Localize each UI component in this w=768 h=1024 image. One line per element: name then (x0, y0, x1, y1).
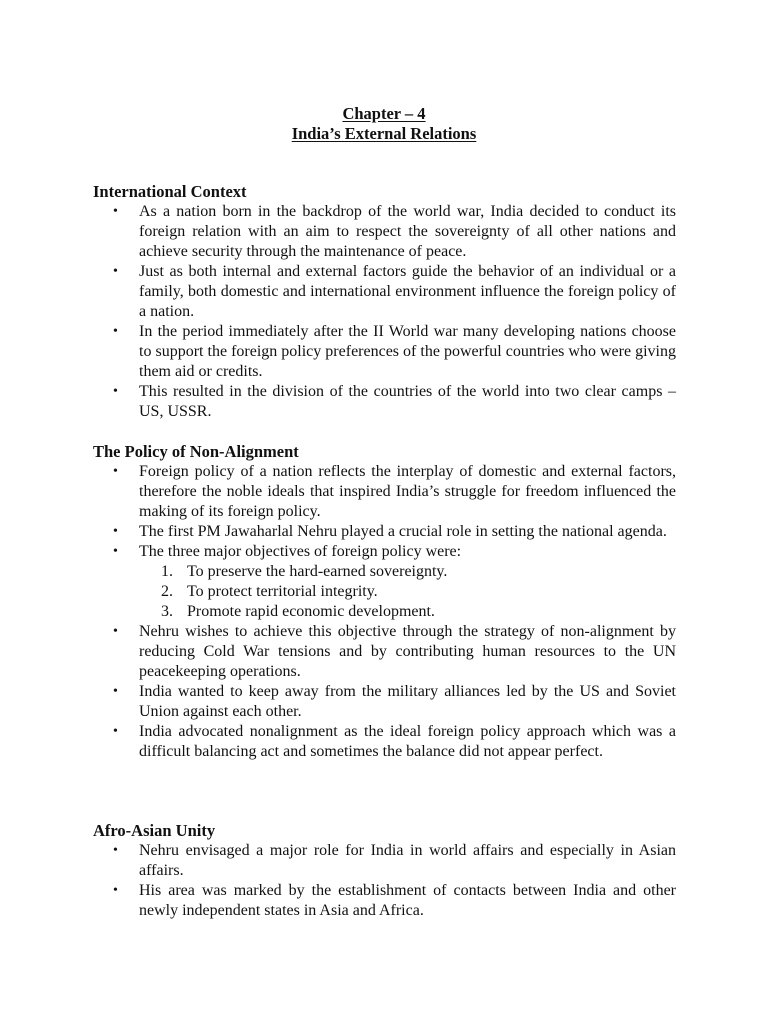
bullet-icon: • (113, 384, 118, 399)
section-heading: International Context (93, 182, 247, 201)
bullet-icon: • (113, 264, 118, 279)
list-item: • India wanted to keep away from the military alliances led by the US and Soviet Union against each other. (113, 683, 676, 720)
objectives-list (139, 562, 676, 622)
bullet-list (93, 202, 676, 422)
bullet-icon: • (113, 843, 118, 858)
list-number: 3. (161, 603, 173, 620)
list-item: • Nehru wishes to achieve this objective through the strategy of non-alignment by reducing Cold War tensions and by contributing human resources to the UN peacekeeping operations. (113, 623, 676, 680)
bullet-icon: • (113, 464, 118, 479)
bullet-icon: • (113, 684, 118, 699)
list-item: • Nehru envisaged a major role for India in world affairs and especially in Asian affairs. (113, 842, 676, 879)
bullet-list (93, 462, 676, 762)
list-item: • India advocated nonalignment as the ideal foreign policy approach which was a difficult balancing act and sometimes the balance did not appear perfect. (113, 723, 676, 760)
bullet-icon: • (113, 544, 118, 559)
bullet-list (93, 841, 676, 921)
list-item: • The three major objectives of foreign policy were: 1. To preserve the hard-earned sovereignty. 2. To protect territorial integrity. 3. Promote rapid economic development. (93, 542, 676, 622)
list-number: 1. (161, 563, 173, 580)
list-item: • Foreign policy of a nation reflects the interplay of domestic and external factors, therefore the noble ideals that inspired India’s struggle for freedom influenced the making of its foreign policy. (113, 463, 676, 520)
chapter-title: India’s External Relations (291, 124, 477, 143)
list-item: • Just as both internal and external factors guide the behavior of an individual or a family, both domestic and international environment influence the foreign policy of a nation. (113, 263, 676, 320)
bullet-icon: • (113, 724, 118, 739)
list-item: 2. To protect territorial integrity. (161, 583, 378, 600)
section-afro-asian-unity (93, 821, 676, 921)
section-non-alignment (93, 442, 676, 762)
list-item: 1. To preserve the hard-earned sovereignty. (161, 563, 448, 580)
section-international-context (93, 182, 676, 422)
section-heading: The Policy of Non-Alignment (93, 442, 299, 461)
bullet-icon: • (113, 324, 118, 339)
bullet-icon: • (113, 624, 118, 639)
section-heading: Afro-Asian Unity (93, 821, 216, 840)
list-item: • The first PM Jawaharlal Nehru played a crucial role in setting the national agenda. (113, 523, 667, 540)
list-item: 3. Promote rapid economic development. (161, 603, 435, 620)
list-item: • This resulted in the division of the countries of the world into two clear camps – US, USSR. (113, 383, 676, 420)
bullet-icon: • (113, 204, 118, 219)
chapter-header (0, 104, 768, 144)
list-number: 2. (161, 583, 173, 600)
list-item: • In the period immediately after the II World war many developing nations choose to support the foreign policy preferences of the powerful countries who were giving them aid or credits. (113, 323, 676, 380)
list-item: • As a nation born in the backdrop of the world war, India decided to conduct its foreign relation with an aim to respect the sovereignty of all other nations and achieve security through the maintenance of peace. (113, 203, 676, 260)
bullet-icon: • (113, 524, 118, 539)
bullet-icon: • (113, 883, 118, 898)
list-item: • His area was marked by the establishment of contacts between India and other newly independent states in Asia and Africa. (113, 882, 676, 919)
chapter-number: Chapter – 4 (342, 104, 426, 123)
